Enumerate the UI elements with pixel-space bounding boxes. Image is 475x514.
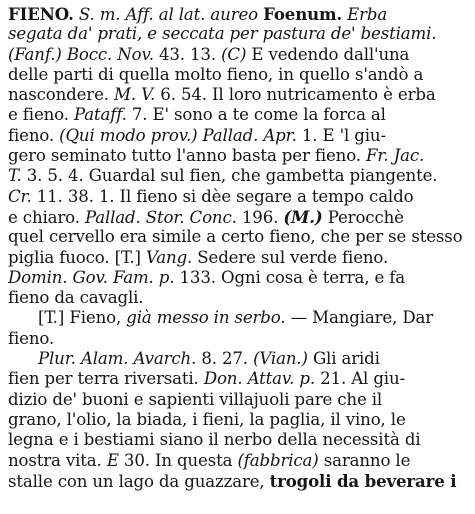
- text-line: [8, 24, 469, 44]
- text-segment: Pallad. Stor. Conc.: [84, 207, 237, 227]
- text-segment: gero seminato tutto l'anno basta per fieno.: [8, 146, 367, 166]
- text-segment: 7. E' sono a te come la forca al: [126, 105, 386, 125]
- text-segment: E: [106, 450, 119, 470]
- text-segment: Cr.: [8, 186, 32, 206]
- text-segment: (M.): [283, 206, 323, 227]
- text-segment: Foenum.: [263, 4, 343, 24]
- text-segment: nascondere.: [8, 85, 115, 105]
- text-segment: (Vian.): [253, 349, 308, 369]
- text-segment: trogoli da beverare i: [269, 470, 457, 491]
- text-line: [8, 166, 469, 186]
- text-segment: Sedere sul verde fieno.: [192, 247, 389, 267]
- text-segment: 11. 38. 1. Il fieno si dèe segare a tempo caldo: [31, 186, 414, 206]
- text-segment: grano, l'olio, la biada, i fieni, la paglia, il vino, le: [8, 409, 406, 429]
- text-segment: Domin. Gov. Fam. p.: [8, 267, 175, 287]
- text-segment: e fieno.: [8, 105, 74, 125]
- text-line: [8, 308, 469, 328]
- text-segment: — Mangiare, Dar: [285, 308, 434, 328]
- text-segment: S. m. Aff. al lat. aureo: [73, 5, 264, 24]
- text-line: [8, 369, 469, 389]
- text-line: [8, 207, 469, 227]
- text-line: [8, 288, 469, 308]
- text-line: [8, 268, 469, 288]
- text-line: [8, 227, 469, 247]
- text-line: [8, 471, 469, 491]
- text-segment: 6. 54. Il loro nutricamento è erba: [155, 85, 436, 105]
- text-line: [8, 45, 469, 65]
- text-line: [8, 105, 469, 125]
- entry-text: [8, 4, 469, 491]
- text-segment: (Fanf.) Bocc. Nov.: [8, 44, 154, 64]
- text-line: [8, 329, 469, 349]
- text-segment: già messo in serbo.: [126, 308, 286, 328]
- text-segment: (C): [221, 44, 247, 64]
- text-segment: Pataff.: [73, 105, 127, 125]
- text-segment: Vang.: [140, 247, 193, 267]
- text-segment: 1. E 'l giu-: [296, 125, 386, 145]
- text-segment: dizio de' buoni e sapienti villajuoli pare che il: [8, 389, 383, 409]
- text-segment: (Qui modo prov.) Pallad. Apr.: [59, 125, 297, 145]
- text-segment: Plur. Alam. Avarch.: [38, 349, 197, 369]
- text-segment: 3. 5. 4. Guardal sul fien, che gambetta piangente.: [21, 166, 438, 186]
- text-segment: segata da' prati, e seccata per pastura de' bestiami.: [8, 24, 437, 44]
- text-line: [8, 390, 469, 410]
- text-segment: Perocchè: [322, 207, 404, 227]
- text-line: [8, 187, 469, 207]
- text-line: [8, 85, 469, 105]
- text-segment: fieno.: [8, 125, 60, 145]
- text-segment: (fabbrica): [237, 450, 319, 470]
- text-line: [8, 4, 469, 24]
- text-segment: fieno.: [8, 328, 55, 348]
- text-segment: saranno le: [318, 450, 411, 470]
- text-segment: 133. Ogni cosa è terra, e fa: [174, 267, 406, 287]
- text-line: [8, 451, 469, 471]
- text-segment: E vedendo dall'una: [246, 44, 410, 64]
- text-line: [8, 126, 469, 146]
- text-segment: legna e i bestiami siano il nerbo della necessità di: [8, 430, 421, 450]
- text-line: [8, 349, 469, 369]
- headword: FIENO.: [8, 4, 74, 24]
- text-line: [8, 65, 469, 85]
- text-segment: M. V.: [114, 85, 156, 105]
- text-segment: nostra vita.: [8, 450, 107, 470]
- text-segment: fieno da cavagli.: [8, 288, 144, 308]
- text-segment: fien per terra riversati.: [8, 369, 204, 389]
- text-segment: Fieno,: [64, 308, 127, 328]
- text-segment: [T.]: [114, 247, 141, 267]
- text-segment: Don. Attav. p.: [203, 369, 316, 389]
- text-segment: stalle con un lago da guazzare,: [8, 471, 270, 491]
- text-segment: 43. 13.: [153, 44, 222, 64]
- text-segment: delle parti di quella molto fieno, in quello s'andò a: [8, 64, 424, 84]
- text-segment: 8. 27.: [196, 349, 254, 369]
- text-segment: quel cervello era simile a certo fieno, che per se stesso: [8, 227, 463, 247]
- text-line: [8, 410, 469, 430]
- text-segment: 30. In questa: [118, 450, 238, 470]
- text-segment: Erba: [342, 5, 388, 24]
- text-segment: 21. Al giu-: [315, 369, 405, 389]
- text-segment: e chiaro.: [8, 207, 85, 227]
- text-line: [8, 146, 469, 166]
- text-segment: [T.]: [38, 308, 65, 328]
- text-line: [8, 248, 469, 268]
- text-segment: T.: [8, 166, 22, 186]
- text-segment: piglia fuoco.: [8, 247, 115, 267]
- text-segment: 196.: [236, 207, 284, 227]
- text-line: [8, 430, 469, 450]
- text-segment: Gli aridi: [307, 349, 380, 369]
- text-segment: Fr. Jac.: [366, 146, 425, 166]
